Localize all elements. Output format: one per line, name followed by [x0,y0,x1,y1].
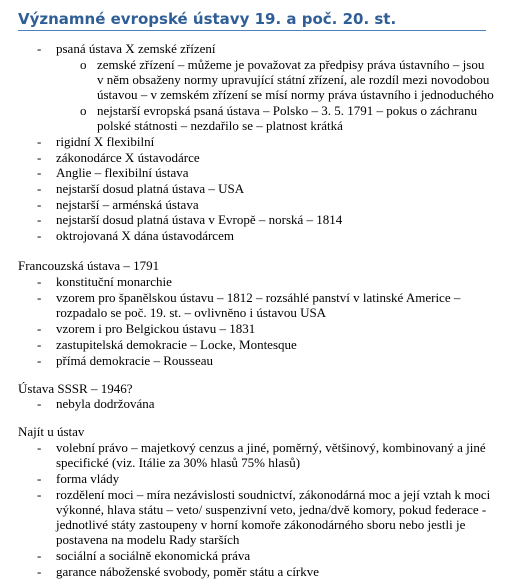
bullet-dash: - [37,396,42,411]
list-item: garance náboženské svobody, poměr státu a církve [56,564,320,579]
bullet-dash: - [37,165,42,180]
bullet-dash: - [37,440,42,455]
bullet-dash: - [37,290,42,305]
list-item: Anglie – flexibilní ústava [56,165,189,180]
list-item-line: rozpadalo se poč. 19. st. – ovlivněno i ústavou USA [56,305,327,320]
bullet-dash: - [37,150,42,165]
list-item-line: specifické (viz. Itálie za 30% hlasů 75% hlasů) [56,455,301,470]
list-item-line: volební právo – majetkový cenzus a jiné, poměrný, většinový, kombinovaný a jiné [56,440,486,455]
page-title: Významné evropské ústavy 19. a poč. 20. st. [18,10,397,28]
bullet-dash: - [37,487,42,502]
sub-list-item-line: polské státnosti – nezdařilo se – platnost krátká [97,118,343,133]
list-item: oktrojovaná X dána ústavodárcem [56,228,234,243]
list-item: zákonodárce X ústavodárce [56,150,200,165]
bullet-dash: - [37,41,42,56]
sub-list-item-line: nejstarší evropská psaná ústava – Polsko – 3. 5. 1791 – pokus o záchranu [97,103,478,118]
sub-list-item-line: ústavou – v zemském zřízení se mísí normy práva ústavního i jednoduchého [97,87,494,102]
bullet-dash: - [37,212,42,227]
bullet-dash: - [37,564,42,579]
list-item-line: vzorem pro španělskou ústavu – 1812 – rozsáhlé panství v latinské Americe – [56,290,461,305]
list-item-line: jednotlivé státy zastoupeny v horní komoře zákonodárného sboru nebo jestli je [56,517,466,532]
list-item: přímá demokracie – Rousseau [56,353,214,368]
list-item: nebyla dodržována [56,396,155,411]
list-item-line: rozdělení moci – míra nezávislosti soudnictví, zákonodárná moc a její vztah k moci [56,487,491,502]
list-item: rigidní X flexibilní [56,134,155,149]
list-item: nejstarší dosud platná ústava – USA [56,181,245,196]
list-item: konstituční monarchie [56,274,172,289]
bullet-dash: - [37,321,42,336]
bullet-circle: o [80,57,87,72]
list-item-line: postavena na modelu Rady starších [56,532,240,547]
list-item: sociální a sociálně ekonomická práva [56,548,251,563]
bullet-dash: - [37,471,42,486]
list-item: vzorem i pro Belgickou ústavu – 1831 [56,321,256,336]
title-underline [18,30,486,31]
bullet-dash: - [37,353,42,368]
bullet-dash: - [37,181,42,196]
sub-list-item-line: zemské zřízení – můžeme je považovat za předpisy práva ústavního – jsou [97,57,485,72]
bullet-circle: o [80,103,87,118]
list-item: nejstarší – arménská ústava [56,197,199,212]
bullet-dash: - [37,337,42,352]
bullet-dash: - [37,134,42,149]
list-item: zastupitelská demokracie – Locke, Montesque [56,337,297,352]
section-heading: Najít u ústav [18,424,85,439]
bullet-dash: - [37,197,42,212]
list-item: forma vlády [56,471,120,486]
bullet-dash: - [37,228,42,243]
list-item-line: výkonné, hlava státu – veto/ suspenzivní veto, jedna/dvě komory, pokud federace - [56,502,487,517]
bullet-dash: - [37,274,42,289]
sub-list-item-line: v něm obsaženy normy upravující státní zřízení, ale rozdíl mezi novodobou [97,72,490,87]
list-item: psaná ústava X zemské zřízení [56,41,216,56]
bullet-dash: - [37,548,42,563]
section-heading: Francouzská ústava – 1791 [18,258,160,273]
section-heading: Ústava SSSR – 1946? [18,381,133,396]
list-item: nejstarší dosud platná ústava v Evropě – norská – 1814 [56,212,343,227]
